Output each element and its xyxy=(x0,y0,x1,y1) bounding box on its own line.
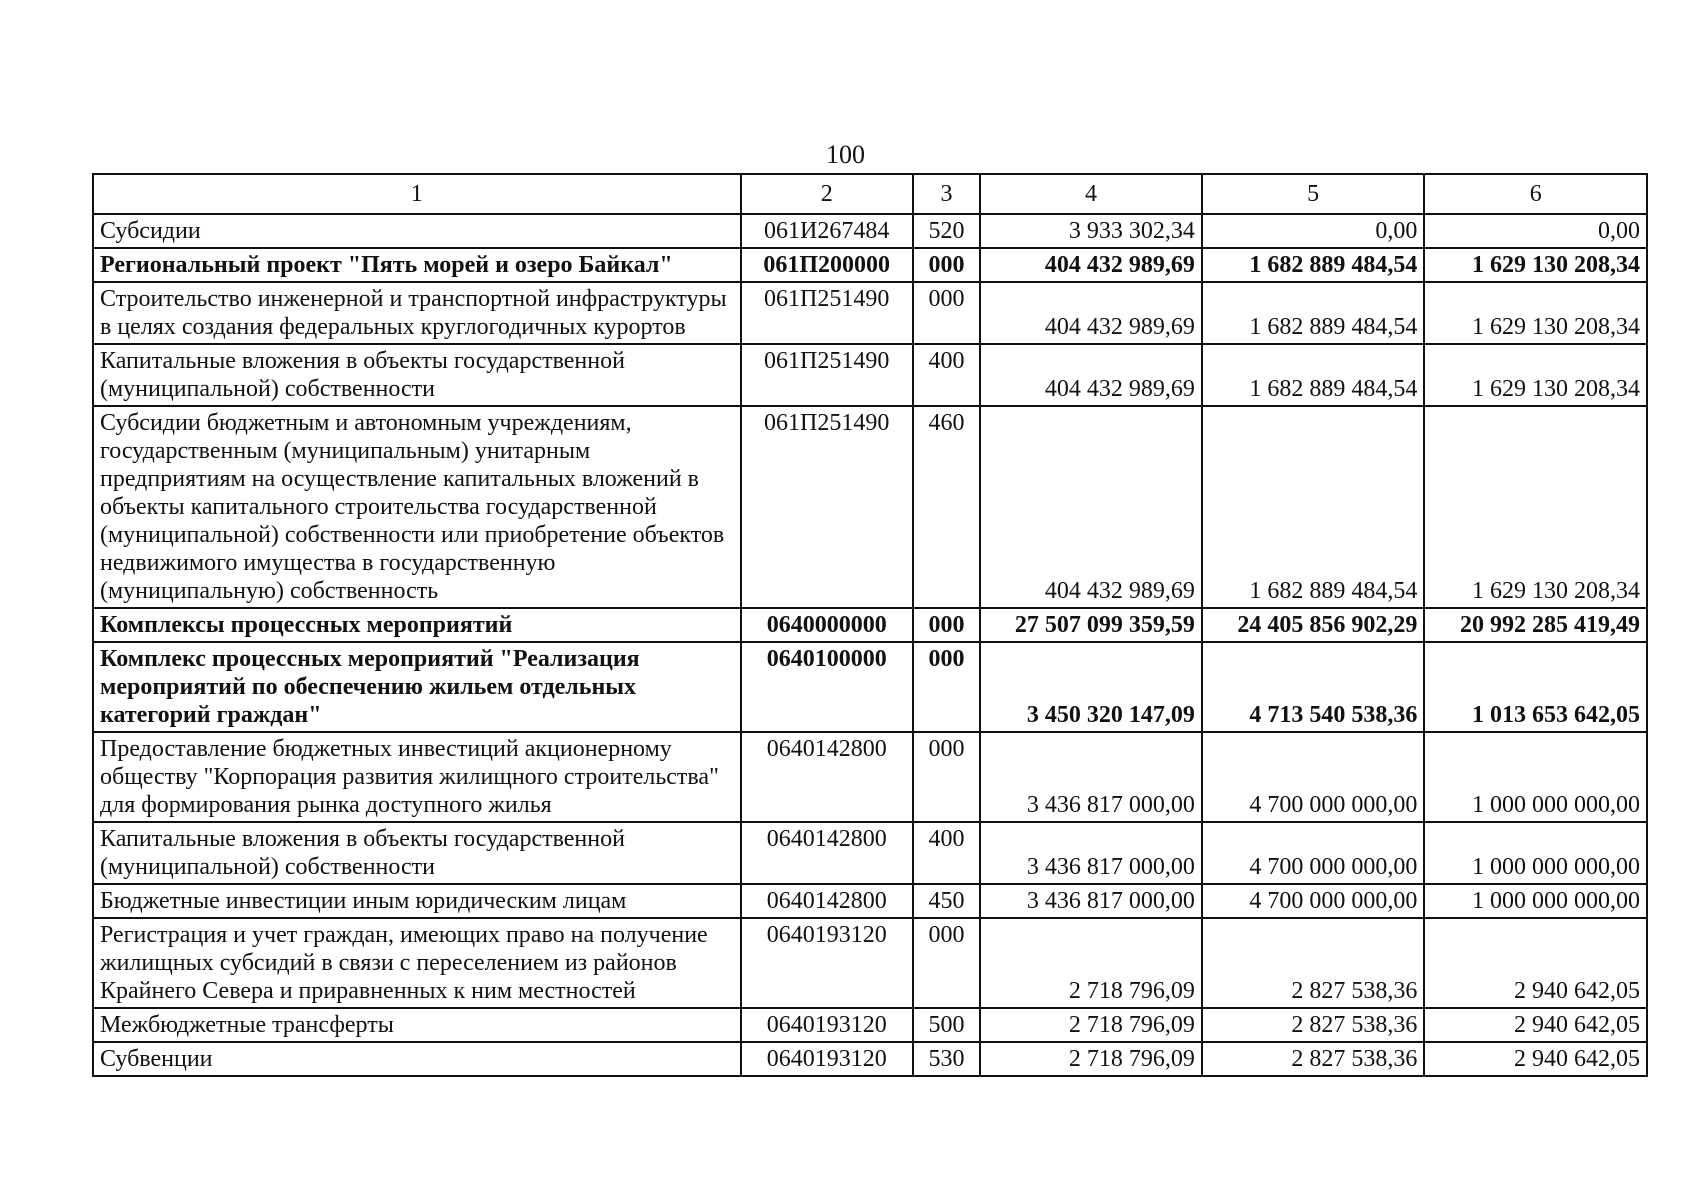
row-code-cell: 0640193120 xyxy=(741,1042,913,1076)
header-cell-2: 2 xyxy=(741,174,913,214)
row-value-col5-cell: 4 700 000 000,00 xyxy=(1202,822,1425,884)
row-value-col6-cell: 1 629 130 208,34 xyxy=(1424,248,1647,282)
row-value-col4-cell: 27 507 099 359,59 xyxy=(980,608,1202,642)
row-value-col4-cell: 404 432 989,69 xyxy=(980,406,1202,608)
row-value-col6-cell: 1 629 130 208,34 xyxy=(1424,406,1647,608)
row-vr-cell: 000 xyxy=(913,642,980,732)
page-number: 100 xyxy=(826,140,865,169)
row-vr-cell: 000 xyxy=(913,608,980,642)
row-vr-cell: 500 xyxy=(913,1008,980,1042)
row-value-col5-cell: 4 713 540 538,36 xyxy=(1202,642,1425,732)
budget-table xyxy=(92,173,1648,1077)
table-row xyxy=(93,1008,1647,1042)
row-value-col5-cell: 1 682 889 484,54 xyxy=(1202,282,1425,344)
row-code-cell: 0640193120 xyxy=(741,918,913,1008)
row-value-col4-cell: 3 436 817 000,00 xyxy=(980,822,1202,884)
table-row xyxy=(93,1042,1647,1076)
row-value-col6-cell: 1 629 130 208,34 xyxy=(1424,344,1647,406)
row-value-col5-cell: 2 827 538,36 xyxy=(1202,918,1425,1008)
table-row xyxy=(93,642,1647,732)
row-code-cell: 061П200000 xyxy=(741,248,913,282)
row-name-cell: Предоставление бюджетных инвестиций акционерному обществу "Корпорация развития жилищного строительства" для формирования рынка доступного жилья xyxy=(93,732,741,822)
row-value-col6-cell: 1 000 000 000,00 xyxy=(1424,822,1647,884)
row-value-col4-cell: 3 450 320 147,09 xyxy=(980,642,1202,732)
row-value-col4-cell: 2 718 796,09 xyxy=(980,1008,1202,1042)
table-row xyxy=(93,406,1647,608)
row-value-col4-cell: 3 436 817 000,00 xyxy=(980,884,1202,918)
row-value-col5-cell: 4 700 000 000,00 xyxy=(1202,732,1425,822)
row-vr-cell: 000 xyxy=(913,282,980,344)
row-value-col6-cell: 2 940 642,05 xyxy=(1424,1042,1647,1076)
row-code-cell: 0640142800 xyxy=(741,884,913,918)
table-row xyxy=(93,822,1647,884)
row-code-cell: 061П251490 xyxy=(741,282,913,344)
row-code-cell: 0640142800 xyxy=(741,822,913,884)
row-vr-cell: 000 xyxy=(913,248,980,282)
table-row xyxy=(93,248,1647,282)
row-vr-cell: 400 xyxy=(913,344,980,406)
row-vr-cell: 520 xyxy=(913,214,980,248)
table-header-row xyxy=(93,174,1647,214)
row-name-cell: Субсидии xyxy=(93,214,741,248)
row-code-cell: 0640142800 xyxy=(741,732,913,822)
row-value-col4-cell: 3 933 302,34 xyxy=(980,214,1202,248)
row-value-col4-cell: 404 432 989,69 xyxy=(980,282,1202,344)
row-code-cell: 061П251490 xyxy=(741,406,913,608)
row-vr-cell: 530 xyxy=(913,1042,980,1076)
table-row xyxy=(93,732,1647,822)
header-cell-3: 3 xyxy=(913,174,980,214)
row-value-col6-cell: 1 000 000 000,00 xyxy=(1424,732,1647,822)
table-row xyxy=(93,344,1647,406)
table-row xyxy=(93,918,1647,1008)
table-row xyxy=(93,608,1647,642)
row-value-col6-cell: 0,00 xyxy=(1424,214,1647,248)
header-cell-4: 4 xyxy=(980,174,1202,214)
row-name-cell: Комплекс процессных мероприятий "Реализация мероприятий по обеспечению жильем отдельных категорий граждан" xyxy=(93,642,741,732)
row-value-col6-cell: 1 000 000 000,00 xyxy=(1424,884,1647,918)
row-value-col6-cell: 1 013 653 642,05 xyxy=(1424,642,1647,732)
row-value-col6-cell: 2 940 642,05 xyxy=(1424,1008,1647,1042)
row-name-cell: Субвенции xyxy=(93,1042,741,1076)
row-name-cell: Субсидии бюджетным и автономным учреждениям, государственным (муниципальным) унитарным предприятиям на осуществление капитальных вложений в объекты капитального строительства государственной (муниципальной) собственности или приобретение объектов недвижимого имущества в государственную (муниципальную) собственность xyxy=(93,406,741,608)
table-row xyxy=(93,214,1647,248)
row-value-col5-cell: 2 827 538,36 xyxy=(1202,1042,1425,1076)
row-name-cell: Бюджетные инвестиции иным юридическим лицам xyxy=(93,884,741,918)
row-value-col5-cell: 1 682 889 484,54 xyxy=(1202,344,1425,406)
row-code-cell: 0640000000 xyxy=(741,608,913,642)
row-value-col6-cell: 20 992 285 419,49 xyxy=(1424,608,1647,642)
header-cell-1: 1 xyxy=(93,174,741,214)
row-value-col4-cell: 2 718 796,09 xyxy=(980,1042,1202,1076)
header-cell-5: 5 xyxy=(1202,174,1425,214)
row-value-col4-cell: 2 718 796,09 xyxy=(980,918,1202,1008)
row-value-col5-cell: 1 682 889 484,54 xyxy=(1202,406,1425,608)
row-vr-cell: 400 xyxy=(913,822,980,884)
table-row xyxy=(93,282,1647,344)
row-name-cell: Комплексы процессных мероприятий xyxy=(93,608,741,642)
table-row xyxy=(93,884,1647,918)
row-value-col5-cell: 1 682 889 484,54 xyxy=(1202,248,1425,282)
row-name-cell: Регистрация и учет граждан, имеющих право на получение жилищных субсидий в связи с переселением из районов Крайнего Севера и приравненных к ним местностей xyxy=(93,918,741,1008)
row-name-cell: Региональный проект "Пять морей и озеро Байкал" xyxy=(93,248,741,282)
row-value-col5-cell: 24 405 856 902,29 xyxy=(1202,608,1425,642)
row-value-col4-cell: 404 432 989,69 xyxy=(980,248,1202,282)
row-code-cell: 061И267484 xyxy=(741,214,913,248)
row-code-cell: 061П251490 xyxy=(741,344,913,406)
row-value-col4-cell: 3 436 817 000,00 xyxy=(980,732,1202,822)
row-value-col6-cell: 2 940 642,05 xyxy=(1424,918,1647,1008)
row-code-cell: 0640193120 xyxy=(741,1008,913,1042)
row-value-col5-cell: 4 700 000 000,00 xyxy=(1202,884,1425,918)
row-vr-cell: 450 xyxy=(913,884,980,918)
row-vr-cell: 000 xyxy=(913,732,980,822)
row-value-col5-cell: 2 827 538,36 xyxy=(1202,1008,1425,1042)
row-code-cell: 0640100000 xyxy=(741,642,913,732)
row-name-cell: Строительство инженерной и транспортной инфраструктуры в целях создания федеральных круглогодичных курортов xyxy=(93,282,741,344)
row-vr-cell: 460 xyxy=(913,406,980,608)
header-cell-6: 6 xyxy=(1424,174,1647,214)
row-value-col5-cell: 0,00 xyxy=(1202,214,1425,248)
row-value-col4-cell: 404 432 989,69 xyxy=(980,344,1202,406)
row-value-col6-cell: 1 629 130 208,34 xyxy=(1424,282,1647,344)
row-name-cell: Межбюджетные трансферты xyxy=(93,1008,741,1042)
row-name-cell: Капитальные вложения в объекты государственной (муниципальной) собственности xyxy=(93,344,741,406)
row-name-cell: Капитальные вложения в объекты государственной (муниципальной) собственности xyxy=(93,822,741,884)
row-vr-cell: 000 xyxy=(913,918,980,1008)
